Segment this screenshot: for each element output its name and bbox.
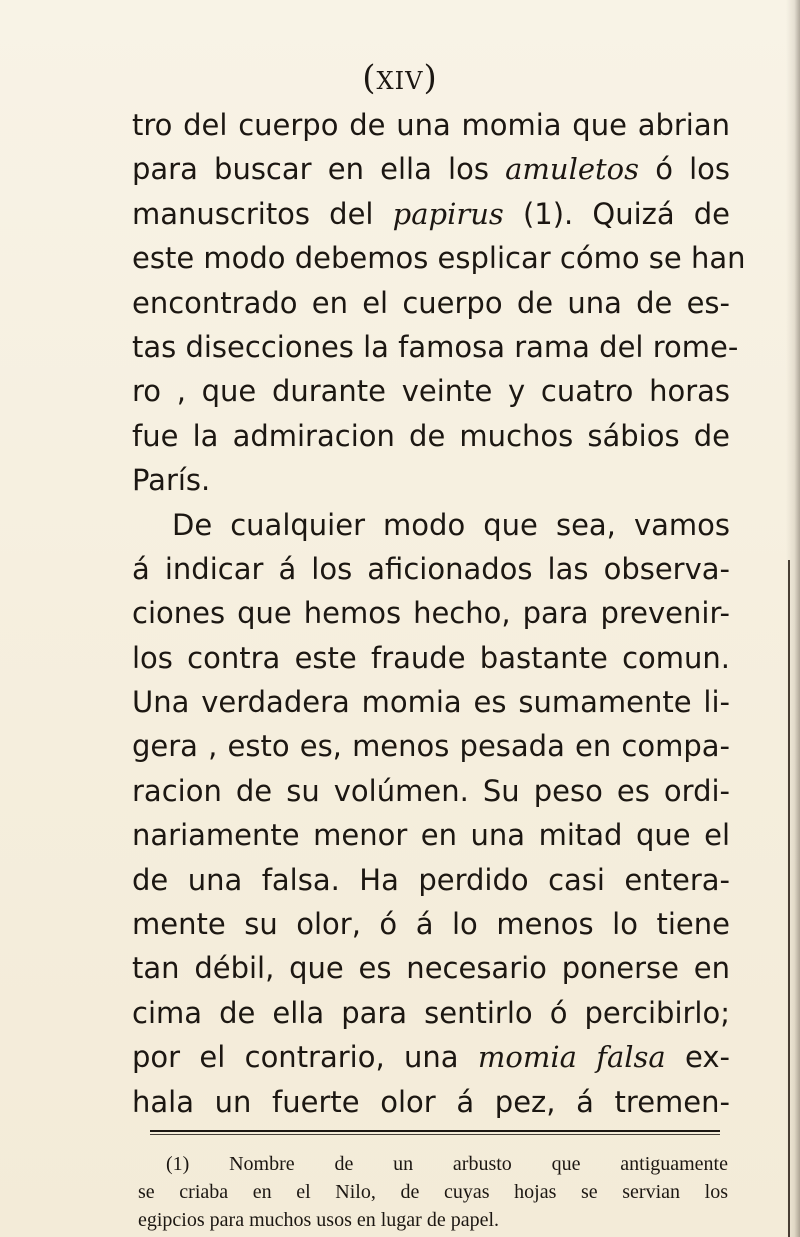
text-span: ó los bbox=[655, 152, 731, 187]
footnote-rule bbox=[150, 1130, 720, 1132]
italic-term: amuletos bbox=[505, 152, 640, 187]
text-span: manuscritos del bbox=[132, 196, 374, 231]
text-span: ex- bbox=[685, 1040, 731, 1075]
text-line: á indicar á los aficionados las observa- bbox=[132, 551, 730, 586]
footnote-line: se criaba en el Nilo, de cuyas hojas se servian los bbox=[138, 1181, 728, 1203]
text-line: tro del cuerpo de una momia que abrian bbox=[132, 108, 730, 142]
footnote-rule-thin bbox=[150, 1134, 720, 1135]
text-line: cima de ella para sentirlo ó percibirlo; bbox=[132, 995, 730, 1030]
footnote bbox=[138, 1150, 728, 1234]
text-line: hala un fuerte olor á pez, á tremen- bbox=[132, 1084, 730, 1119]
text-line bbox=[132, 1035, 730, 1079]
text-line bbox=[132, 147, 730, 191]
page-number: (xiv) bbox=[362, 58, 438, 98]
text-line: este modo debemos esplicar cómo se han bbox=[132, 241, 746, 276]
text-line: encontrado en el cuerpo de una de es- bbox=[132, 285, 730, 320]
text-span: para buscar en ella los bbox=[132, 152, 489, 187]
text-line: nariamente menor en una mitad que el bbox=[132, 818, 730, 853]
text-line: tas disecciones la famosa rama del rome- bbox=[132, 329, 739, 364]
text-line: tan débil, que es necesario ponerse en bbox=[132, 951, 730, 986]
text-line: Una verdadera momia es sumamente li- bbox=[132, 685, 730, 720]
text-line: mente su olor, ó á lo menos lo tiene bbox=[132, 907, 730, 942]
text-line bbox=[132, 192, 730, 236]
footnote-line: (1) Nombre de un arbusto que antiguamente bbox=[166, 1153, 728, 1175]
text-span: por el contrario, una bbox=[132, 1040, 459, 1075]
text-line: ro , que durante veinte y cuatro horas bbox=[132, 374, 730, 409]
italic-term: papirus bbox=[392, 196, 504, 231]
text-line: racion de su volúmen. Su peso es ordi- bbox=[132, 773, 730, 808]
text-line: ciones que hemos hecho, para prevenir- bbox=[132, 596, 730, 631]
text-line: De cualquier modo que sea, vamos bbox=[172, 507, 730, 542]
text-line: fue la admiracion de muchos sábios de bbox=[132, 418, 730, 453]
footnote-line: egipcios para muchos usos en lugar de papel. bbox=[138, 1209, 500, 1231]
body-text bbox=[132, 103, 746, 1124]
text-span: (1). Quizá de bbox=[522, 196, 731, 231]
page-edge-line bbox=[788, 560, 790, 1237]
text-line: los contra este fraude bastante comun. bbox=[132, 640, 730, 675]
italic-term: momia falsa bbox=[477, 1040, 666, 1075]
text-line: de una falsa. Ha perdido casi entera- bbox=[132, 862, 730, 897]
text-line: París. bbox=[132, 463, 211, 498]
text-line: gera , esto es, menos pesada en compa- bbox=[132, 729, 730, 764]
